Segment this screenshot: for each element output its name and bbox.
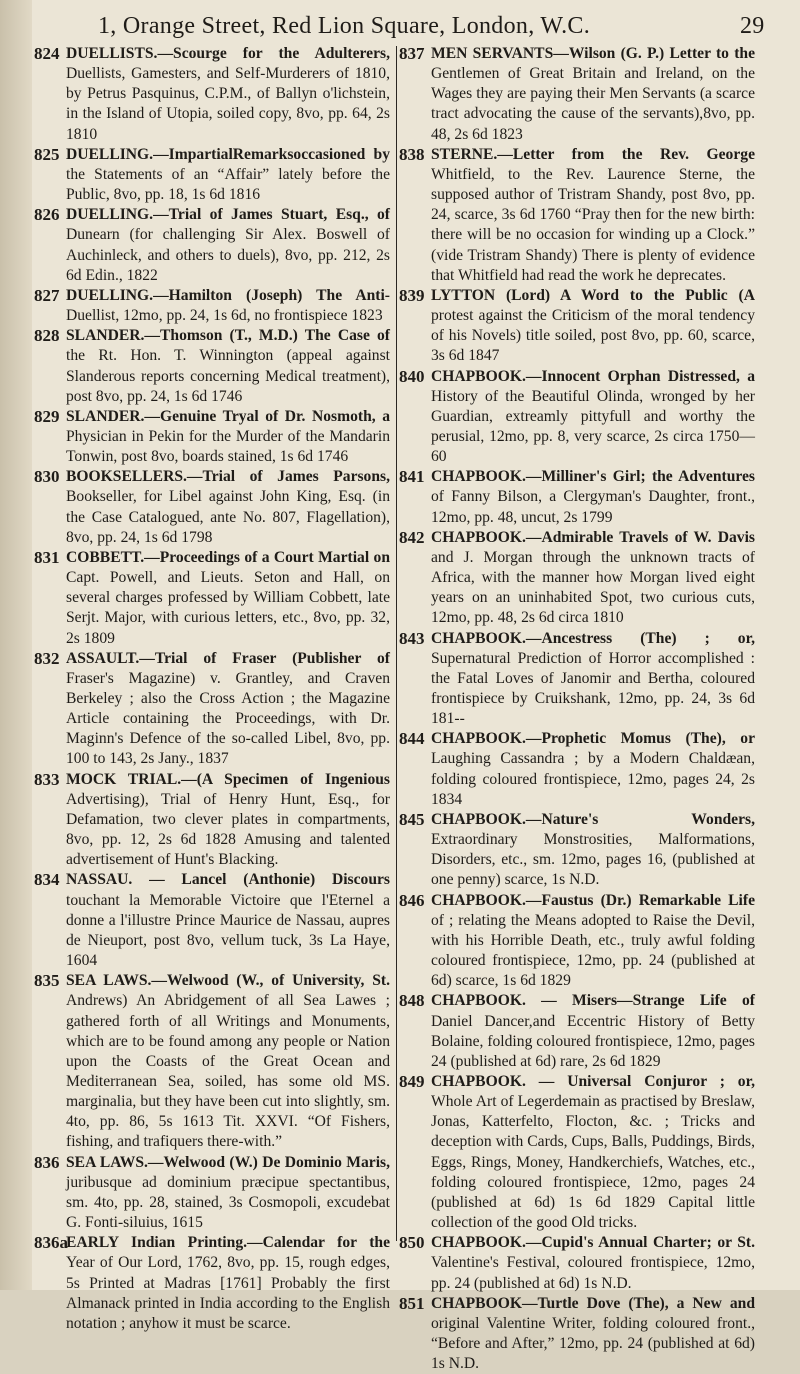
entry-description: CHAPBOOK.—Faustus (Dr.) Remarkable Life of ; relating the Means adopted to Raise the Devil, with his Horrible Death, etc., truly awful folding coloured frontispiece, 12mo, pp. 24 (published at 6d) scarce, 1s 6d 1829 <box>431 891 755 990</box>
entry-number: 838 <box>399 144 425 164</box>
entry-description: CHAPBOOK.—Nature's Wonders, Extraordinary Monstrosities, Malformations, Disorders, etc., sm. 12mo, pages 16, (published at one penny) scarce, 1s N.D. <box>431 810 755 889</box>
catalogue-entry <box>399 890 755 992</box>
catalogue-entry <box>34 1152 390 1234</box>
catalogue-entry <box>34 285 390 326</box>
catalogue-entry <box>34 467 390 548</box>
entry-number: 835 <box>34 971 60 991</box>
entry-description: SLANDER.—Thomson (T., M.D.) The Case of the Rt. Hon. T. Winnington (appeal against Slanderous reports concerning Medical treatment), post 8vo, pp. 24, 1s 6d 1746 <box>66 327 390 405</box>
entry-description: CHAPBOOK.—Milliner's Girl; the Adventures of Fanny Bilson, a Clergyman's Daughter, front., 12mo, pp. 48, uncut, 2s 1799 <box>431 468 755 526</box>
entry-number: 851 <box>399 1293 425 1313</box>
entry-description: CHAPBOOK.—Admirable Travels of W. Davis and J. Morgan through the unknown tracts of Africa, with the manner how Morgan lived eight years on an uninhabited Spot, two curious cuts, 12mo, pp. 48, 2s 6d circa 1810 <box>431 528 755 627</box>
entry-number: 832 <box>34 648 60 668</box>
catalogue-entry <box>399 729 755 810</box>
entry-number: 846 <box>399 890 425 910</box>
entry-description: DUELLING.—Trial of James Stuart, Esq., of Dunearn (for challenging Sir Alex. Boswell of Auchinleck, and others to duels), 8vo, pp. 212, 2s 6d Edin., 1822 <box>66 206 390 284</box>
entry-description: CHAPBOOK.—Innocent Orphan Distressed, a History of the Beautiful Olinda, wronged by her Guardian, extreamly pittyfull and worthy the perusial, 12mo, pp. 8, very scarce, 2s circa 1750—60 <box>431 367 755 466</box>
entry-number: 849 <box>399 1071 425 1091</box>
catalogue-entry <box>34 406 390 467</box>
entry-number: 828 <box>34 326 60 346</box>
entry-description: SLANDER.—Genuine Tryal of Dr. Nosmoth, a Physician in Pekin for the Murder of the Mandarin Tonwin, post 8vo, boards stained, 1s 6d 1746 <box>66 407 390 466</box>
entry-number: 839 <box>399 285 425 305</box>
entry-number: 826 <box>34 205 60 225</box>
entry-description: DUELLING.—Hamilton (Joseph) The Anti-Duellist, 12mo, pp. 24, 1s 6d, no frontispiece 1823 <box>66 286 390 325</box>
entry-number: 843 <box>399 628 425 648</box>
catalogue-entry <box>34 1233 390 1334</box>
catalogue-entry <box>399 1233 755 1293</box>
page-edge <box>0 0 32 1290</box>
entry-description: CHAPBOOK.—Ancestress (The) ; or, Supernatural Prediction of Horror accomplished : the Fatal Loves of Janomir and Bertha, coloured frontispiece by Cruikshank, 12mo, pp. 24, 3s 6d 181-- <box>431 629 755 728</box>
catalogue-entry <box>34 205 390 286</box>
entry-description: ASSAULT.—Trial of Fraser (Publisher of Fraser's Magazine) v. Grantley, and Craven Berkeley ; also the Cross Action ; the Magazine Article containing the Proceedings, with Dr. Maginn's Defence of the so-called Libel, 8vo, pp. 100 to 143, 2s Jany., 1837 <box>66 649 390 768</box>
entry-number: 837 <box>399 44 425 63</box>
entry-description: CHAPBOOK. — Universal Conjuror ; or, Whole Art of Legerdemain as practised by Breslaw, Jonas, Katterfelto, Flocton, &c. ; Tricks and deception with Cards, Cups, Balls, Puddings, Birds, Eggs, Rings, Money, Handkerchiefs, Watches, etc., folding coloured frontispiece, 12mo, pages 24 (published at 6d) 1s 6d 1829 Capital little collection of the good Old tricks. <box>431 1072 755 1232</box>
entry-description: CHAPBOOK.—Prophetic Momus (The), or Laughing Cassandra ; by a Modern Chaldæan, folding coloured frontispiece, 12mo, pages 24, 2s 1834 <box>431 730 755 808</box>
page-header <box>40 6 800 46</box>
entry-description: EARLY Indian Printing.—Calendar for the Year of Our Lord, 1762, 8vo, pp. 15, rough edges, 5s Printed at Madras [1761] Probably the first Almanack printed in India according to the English notation ; anyhow it must be scarce. <box>66 1234 390 1332</box>
catalogue-entry <box>399 991 755 1072</box>
page-number: 29 <box>740 13 765 39</box>
catalogue-entry <box>34 769 390 871</box>
catalogue-entry <box>34 144 390 205</box>
entry-description: LYTTON (Lord) A Word to the Public (A protest against the Criticism of the moral tendency of his Novels) title soiled, post 8vo, pp. 60, scarce, 3s 6d 1847 <box>431 286 755 365</box>
entry-description: COBBETT.—Proceedings of a Court Martial on Capt. Powell, and Lieuts. Seton and Hall, on several charges professed by William Cobbett, late Serjt. Major, with curious letters, etc., 8vo, pp. 32, 2s 1809 <box>66 548 390 647</box>
catalogue-entry <box>399 1071 755 1233</box>
entry-description: MOCK TRIAL.—(A Specimen of Ingenious Advertising), Trial of Henry Hunt, Esq., for Defamation, two clever plates in compartments, 8vo, pp. 12, 2s 6d 1828 Amusing and talented advertisement of Hunt's Blacking. <box>66 770 390 869</box>
entry-description: CHAPBOOK.—Cupid's Annual Charter; or St. Valentine's Festival, coloured frontispiece, 12mo, pp. 24 (published at 6d) 1s N.D. <box>431 1234 755 1292</box>
catalogue-entry <box>34 44 390 145</box>
entry-number: 844 <box>399 729 425 749</box>
entry-number: 842 <box>399 527 425 547</box>
entry-number: 824 <box>34 44 60 63</box>
entry-description: SEA LAWS.—Welwood (W., of University, St. Andrews) An Abridgement of all Sea Lawes ; gathered forth of all Writings and Monuments, which are to be found among any people or Nation upon the Coasts of the Great Ocean and Mediterranean Sea, soiled, has some old MS. marginalia, but they have been cut into slightly, sm. 4to, pp. 86, 5s 1613 Tit. XXVI. “Of Fishers, fishing, and trafiquers there-with.” <box>66 972 390 1151</box>
entry-number: 836a <box>34 1233 68 1253</box>
entry-number: 836 <box>34 1152 60 1172</box>
entry-number: 850 <box>399 1233 425 1253</box>
entry-description: STERNE.—Letter from the Rev. George Whitfield, to the Rev. Laurence Sterne, the supposed author of Tristram Shandy, post 8vo, pp. 24, scarce, 3s 6d 1760 “Pray then for the new birth: there will be no occasion for winding up a Clock.” (vide Tristram Shandy) There is plenty of evidence that Whitfield had read the work he deprecates. <box>431 145 755 284</box>
catalogue-entry <box>34 547 390 649</box>
entry-number: 829 <box>34 406 60 426</box>
entry-number: 827 <box>34 285 60 305</box>
entry-description: MEN SERVANTS—Wilson (G. P.) Letter to the Gentlemen of Great Britain and Ireland, on the Wages they are paying their Men Servants (a scarce tract advocating the cause of the servants),8vo, pp. 48, 2s 6d 1823 <box>431 45 755 143</box>
entry-description: BOOKSELLERS.—Trial of James Parsons, Bookseller, for Libel against John King, Esq. (in the Case Catalogued, ante No. 807, Flagellation), 8vo, pp. 24, 1s 6d 1798 <box>66 468 390 546</box>
entry-description: CHAPBOOK. — Misers—Strange Life of Daniel Dancer,and Eccentric History of Betty Bolaine, folding coloured frontispiece, 12mo, pages 24 (published at 6d) rare, 2s 6d 1829 <box>431 992 755 1070</box>
left-column <box>34 44 390 1334</box>
catalogue-entry <box>399 809 755 891</box>
entry-number: 848 <box>399 991 425 1011</box>
entry-number: 834 <box>34 870 60 890</box>
entry-description: DUELLISTS.—Scourge for the Adulterers, Duellists, Gamesters, and Self-Murderers of 1810, by Petrus Pasquinus, C.P.M., of Ballyn o'lichstein, in the Island of Utopia, soiled copy, 8vo, pp. 64, 2s 1810 <box>66 45 390 143</box>
entry-number: 833 <box>34 769 60 789</box>
catalogue-entry <box>399 527 755 629</box>
entry-number: 841 <box>399 467 425 487</box>
catalogue-entry <box>399 285 755 367</box>
catalogue-entry <box>399 1293 755 1374</box>
entry-number: 840 <box>399 366 425 386</box>
catalogue-entry <box>399 366 755 468</box>
catalogue-entry <box>34 326 390 407</box>
entry-description: NASSAU. — Lancel (Anthonie) Discours touchant la Memorable Victoire que l'Eternel a donne a l'illustre Prince Maurice de Nassau, aupres de Nieuport, post 8vo, vellum tuck, 3s La Haye, 1604 <box>66 871 390 970</box>
catalogue-entry <box>34 870 390 971</box>
catalogue-entry <box>399 144 755 286</box>
catalogue-entry <box>399 628 755 730</box>
entry-number: 831 <box>34 547 60 567</box>
right-column <box>399 44 755 1374</box>
catalogue-entry <box>399 44 755 145</box>
column-divider <box>396 46 397 1241</box>
entry-description: DUELLING.—ImpartialRemarksoccasioned by the Statements of an “Affair” lately before the Public, 8vo, pp. 18, 1s 6d 1816 <box>66 145 390 204</box>
catalogue-entry <box>34 648 390 770</box>
entry-number: 830 <box>34 467 60 487</box>
page-title: 1, Orange Street, Red Lion Square, London, W.C. <box>98 13 591 39</box>
catalogue-entry <box>399 467 755 527</box>
entry-number: 825 <box>34 144 60 164</box>
entry-number: 845 <box>399 809 425 829</box>
entry-description: SEA LAWS.—Welwood (W.) De Dominio Maris, juribusque ad dominium præcipue spectantibus, sm. 4to, pp. 28, stained, 3s Cosmopoli, excudebat G. Fonti-siluius, 1615 <box>66 1153 390 1232</box>
entry-description: CHAPBOOK—Turtle Dove (The), a New and original Valentine Writer, folding coloured front., “Before and After,” 12mo, pp. 24 (published at 6d) 1s N.D. <box>431 1294 755 1373</box>
catalogue-entry <box>34 971 390 1152</box>
